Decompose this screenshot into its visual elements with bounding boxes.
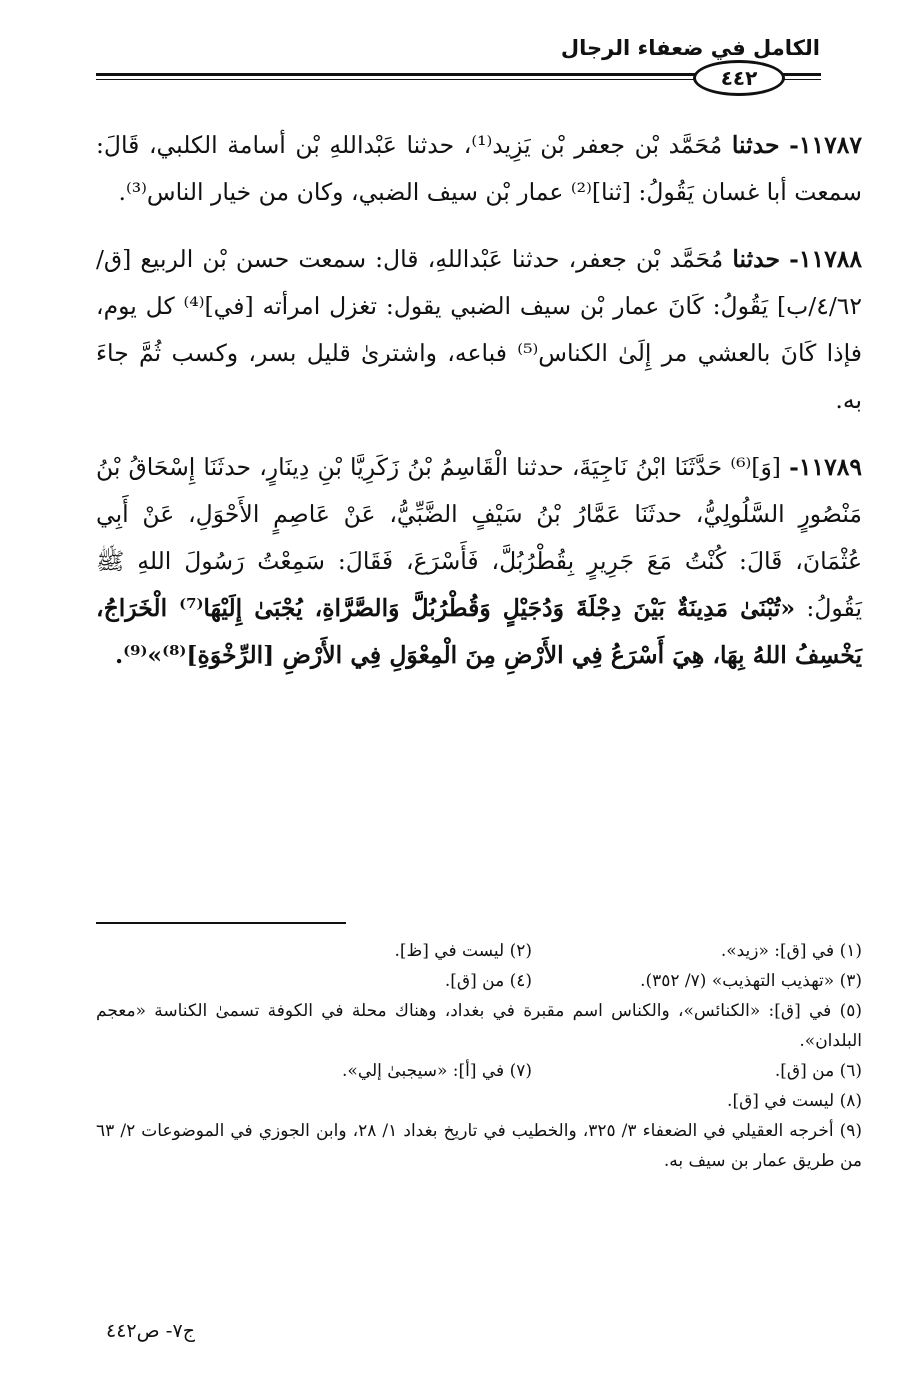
hadith-paragraph — [96, 444, 862, 679]
page-number: ٤٤٢ — [693, 60, 785, 96]
footnote: (٨) ليست في [ق]. — [727, 1091, 862, 1111]
main-text — [96, 122, 862, 699]
footnote: (٧) في [أ]: «سيجبىٰ إلي». — [342, 1061, 532, 1081]
footnote: (١) في [ق]: «زيد». — [720, 941, 862, 961]
hadith-paragraph — [96, 122, 862, 216]
footnote: (٦) من [ق]. — [774, 1061, 862, 1081]
volume-page-footer: ج٧- ص٤٤٢ — [106, 1320, 195, 1342]
hadith-lead: [وَ]⁽⁶⁾ — [730, 453, 781, 481]
hadith-number: ١١٧٨٩- — [789, 453, 862, 481]
hadith-text: مُحَمَّد بْن جعفر بْن يَزِيد⁽¹⁾، حدثنا عَبْداللهِ بْن أسامة الكلبي، قَالَ: سمعت أبا غسان يَقُولُ: [ثنا]⁽²⁾ عمار بْن سيف الضبي، وكان من خيار الناس⁽³⁾. — [96, 131, 862, 206]
footnote: (٤) من [ق]. — [444, 971, 532, 991]
footnote-row — [96, 936, 862, 966]
hadith-lead: حدثنا — [731, 131, 780, 159]
footnote-separator — [96, 922, 346, 924]
footnote-row — [96, 1056, 862, 1086]
prophetic-quote: «تُبْنَىٰ مَدِينَةٌ بَيْنَ دِجْلَةَ وَدُجَيْلٍ وَقُطْرُبُلَّ وَالصَّرَّاةِ، يُجْبَىٰ إِلَيْهَا⁽⁷⁾ الْخَرَاجُ، يَخْسِفُ اللهُ بِهَا، هِيَ أَسْرَعُ فِي الأَرْضِ مِنَ الْمِعْوَلِ فِي الأَرْضِ [الرِّخْوَةِ]⁽⁸⁾»⁽⁹⁾. — [96, 594, 862, 669]
hadith-number: ١١٧٨٨- — [789, 245, 862, 273]
running-title: الكامل في ضعفاء الرجال — [560, 36, 820, 60]
footnotes — [96, 936, 862, 1176]
footnote: (٢) ليست في [ظ]. — [394, 941, 532, 961]
footnote: (٥) في [ق]: «الكنائس»، والكناس اسم مقبرة في بغداد، وهناك محلة في الكوفة تسمىٰ الكناسة «معجم البلدان». — [96, 1001, 862, 1051]
footnote-row — [96, 966, 862, 996]
hadith-lead: حدثنا — [732, 245, 780, 273]
hadith-number: ١١٧٨٧- — [789, 131, 862, 159]
footnote: (٩) أخرجه العقيلي في الضعفاء ٣/ ٣٢٥، والخطيب في تاريخ بغداد ١/ ٢٨، وابن الجوزي في الموضوعات ٢/ ٦٣ من طريق عمار بن سيف به. — [96, 1121, 863, 1171]
footnote: (٣) «تهذيب التهذيب» (٧/ ٣٥٢). — [640, 971, 862, 991]
hadith-text: حَدَّثَنَا ابْنُ نَاجِيَةَ، حدثنا الْقَاسِمُ بْنُ زَكَرِيَّا بْنِ دِينَارٍ، حدثَنَا إِسْحَاقُ بْنُ مَنْصُورٍ السَّلُولِيُّ، حدثَنَا عَمَّارُ بْنُ سَيْفٍ الضَّبِّيُّ، عَنْ عَاصِمٍ الأَحْوَلِ، عَنْ أَبِي عُثْمَانَ، قَالَ: كُنْتُ مَعَ جَرِيرٍ بِقُطْرُبُلَّ، فَأَسْرَعَ، فَقَالَ: سَمِعْتُ رَسُولَ اللهِ ﷺ يَقُولُ: — [96, 453, 862, 622]
hadith-paragraph — [96, 236, 862, 424]
hadith-text: مُحَمَّد بْن جعفر، حدثنا عَبْداللهِ، قال: سمعت حسن بْن الربيع [ق/٤/٦٢/ب] يَقُولُ: كَانَ عمار بْن سيف الضبي يقول: تغزل امرأته [في]⁽⁴⁾ كل يوم، فإذا كَانَ بالعشي مر إِلَىٰ الكناس⁽⁵⁾ فباعه، واشترىٰ قليل بسر، وكسب ثُمَّ جاءَ به. — [96, 245, 863, 414]
